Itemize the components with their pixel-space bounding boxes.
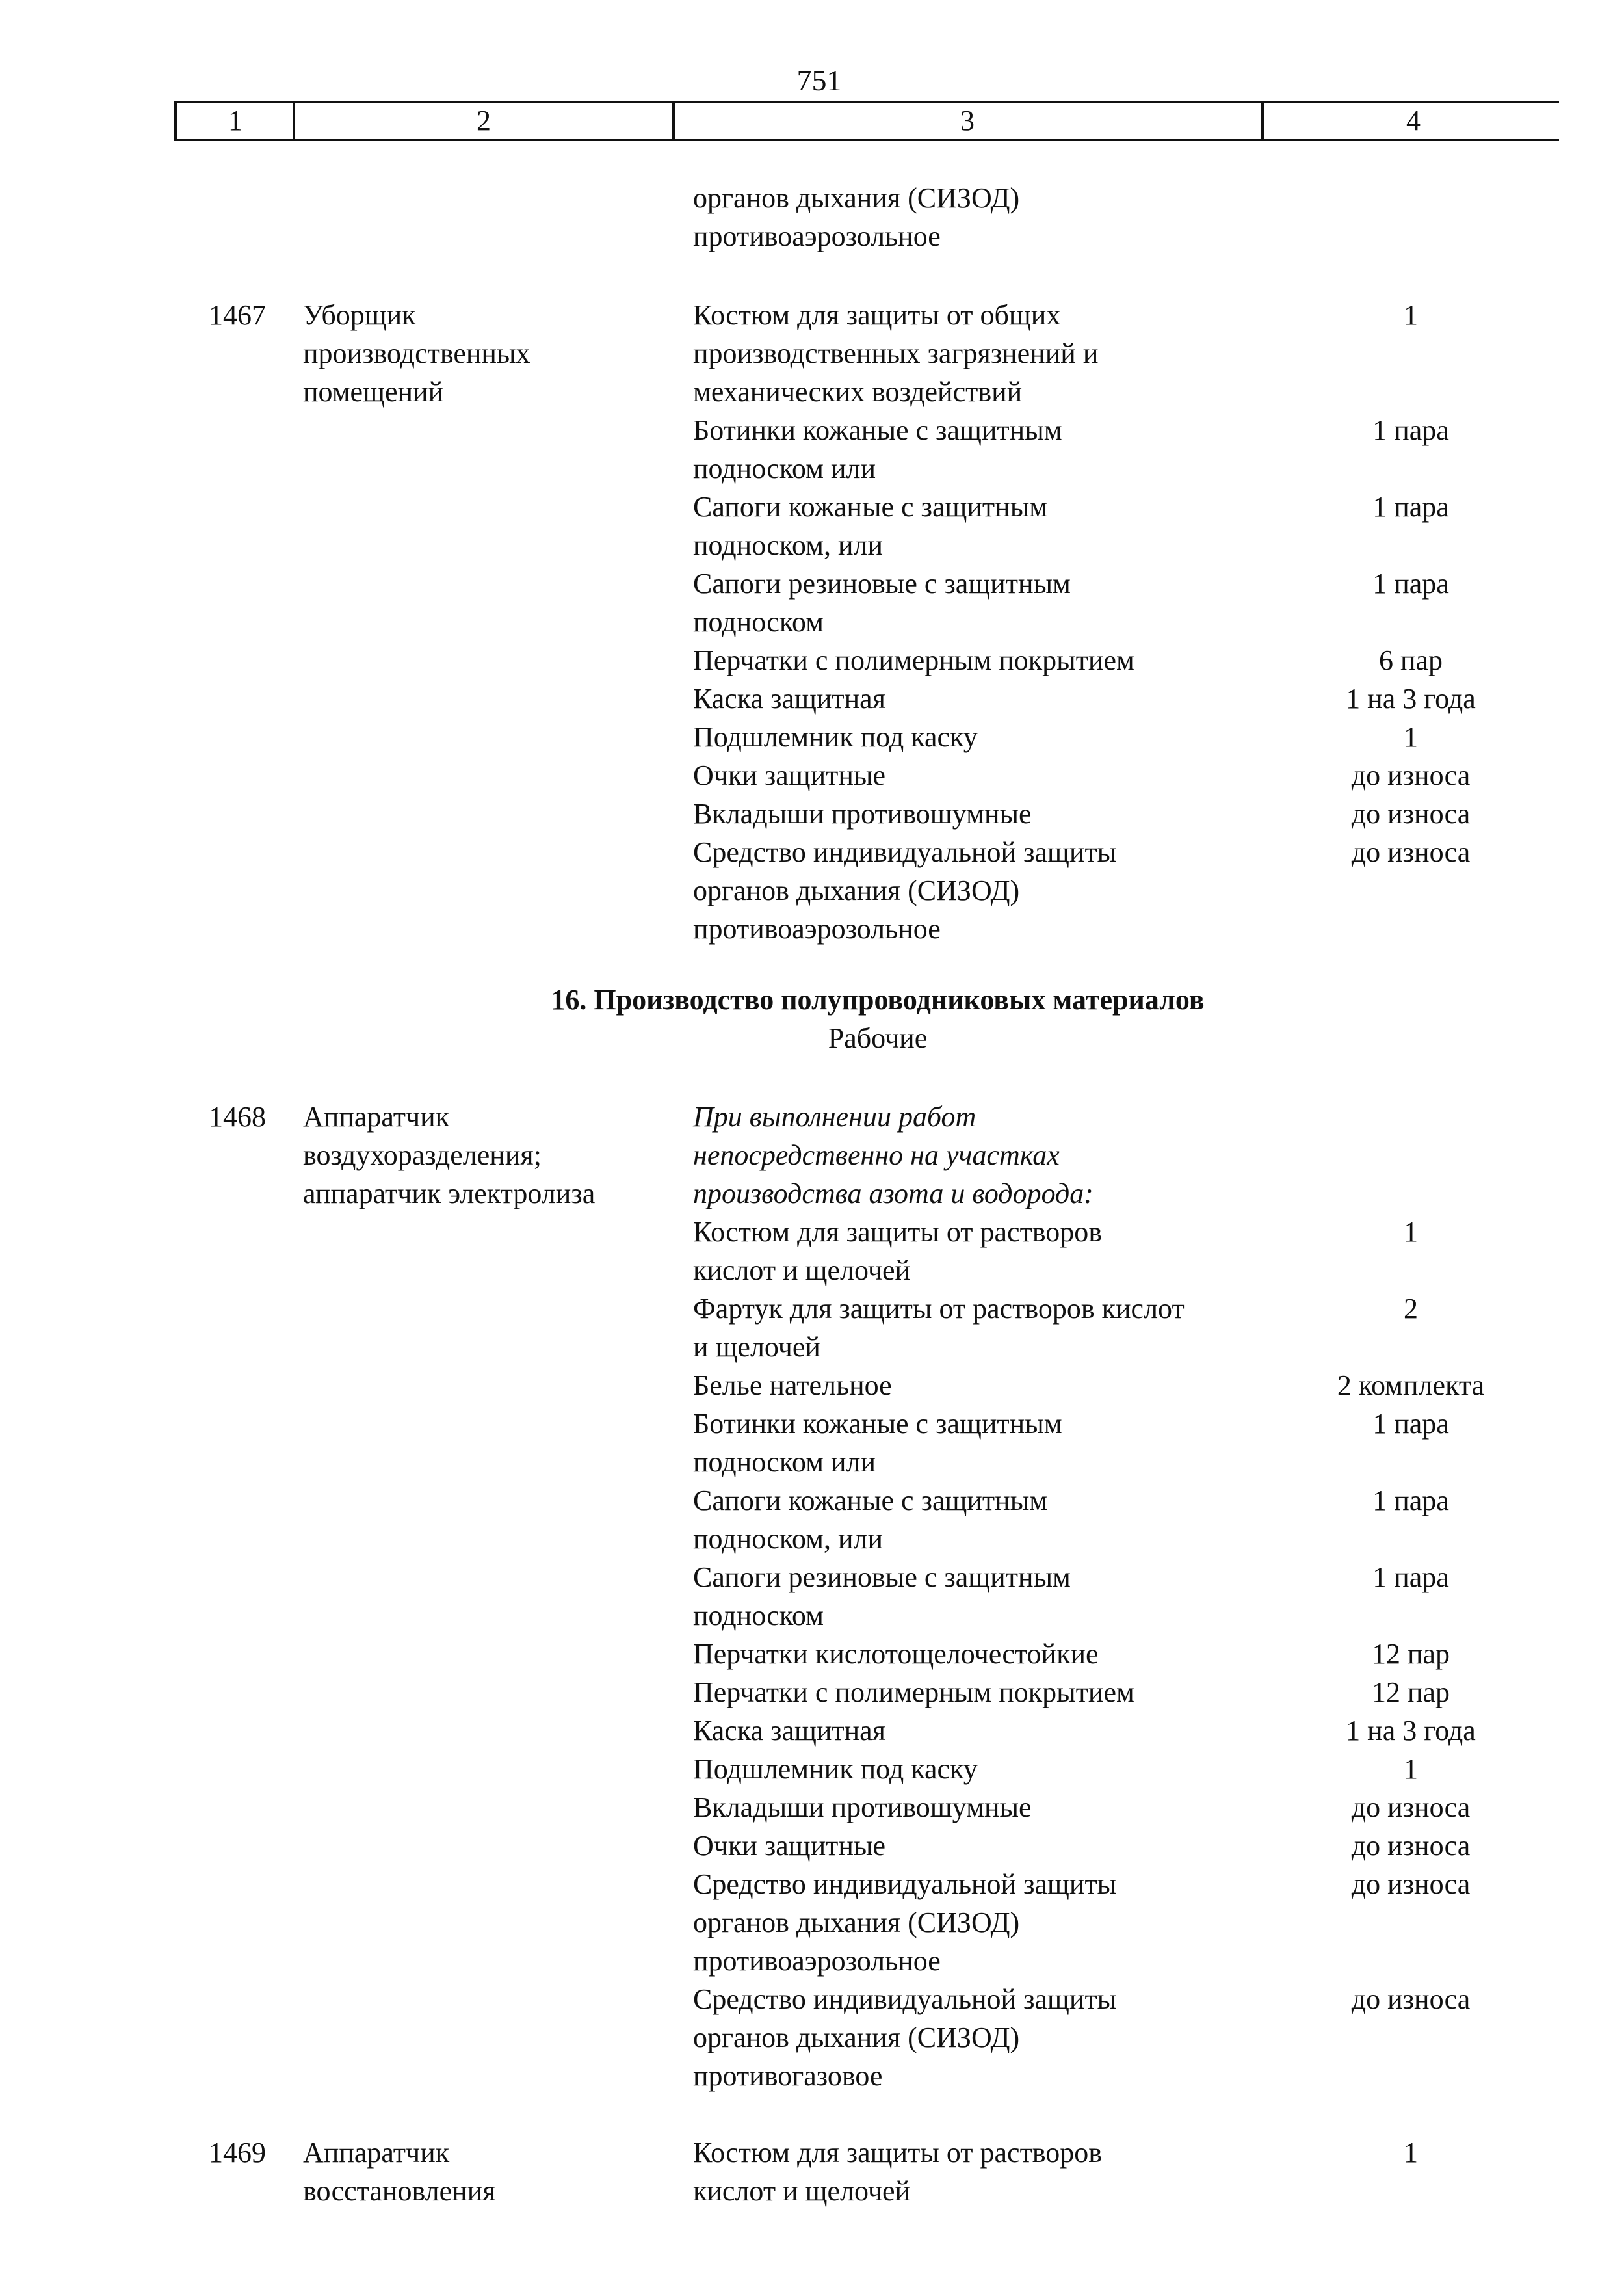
item-quantity: 1 пара	[1372, 491, 1449, 523]
item-description: Средство индивидуальной защиты	[693, 1983, 1117, 2015]
item-description: Перчатки с полимерным покрытием	[693, 644, 1134, 676]
item-description: Сапоги кожаные с защитным	[693, 1484, 1048, 1516]
item-description: производственных загрязнений и	[693, 337, 1099, 369]
continuation-line: противоаэрозольное	[693, 220, 941, 252]
item-description: Средство индивидуальной защиты	[693, 1868, 1117, 1900]
item-quantity: до износа	[1351, 1868, 1471, 1900]
position-line: воздухоразделения;	[303, 1139, 542, 1171]
item-description: Сапоги резиновые с защитным	[693, 1561, 1071, 1593]
column-header-3: 3	[960, 105, 975, 137]
item-description: подноском или	[693, 453, 876, 484]
item-description: Каска защитная	[693, 1715, 885, 1747]
position-line: Уборщик	[303, 299, 416, 331]
condition-note: непосредственно на участках	[693, 1139, 1060, 1171]
item-quantity: 1 пара	[1372, 414, 1449, 446]
item-quantity: 2 комплекта	[1337, 1369, 1485, 1401]
item-quantity: 12 пар	[1371, 1676, 1450, 1708]
item-description: Вкладыши противошумные	[693, 1791, 1032, 1823]
item-description: Костюм для защиты от растворов	[693, 1216, 1103, 1248]
item-description: Перчатки кислотощелочестойкие	[693, 1638, 1099, 1670]
item-quantity: 12 пар	[1371, 1638, 1450, 1670]
section-title: 16. Производство полупроводниковых материалов	[551, 984, 1205, 1016]
column-header-1: 1	[228, 105, 242, 137]
continuation-line: органов дыхания (СИЗОД)	[693, 182, 1020, 214]
column-header-4: 4	[1406, 105, 1421, 137]
item-description: противоаэрозольное	[693, 913, 941, 945]
item-description: Костюм для защиты от общих	[693, 299, 1061, 331]
item-quantity: 1 на 3 года	[1346, 683, 1476, 715]
item-description: Сапоги кожаные с защитным	[693, 491, 1048, 523]
item-description: Подшлемник под каску	[693, 721, 978, 753]
item-description: подноском	[693, 606, 824, 638]
item-description: Белье нательное	[693, 1369, 892, 1401]
column-header-2: 2	[477, 105, 491, 137]
position-line: производственных	[303, 337, 530, 369]
item-description: противогазовое	[693, 2060, 883, 2092]
item-quantity: 1	[1404, 1216, 1418, 1248]
item-quantity: до износа	[1351, 836, 1471, 868]
condition-note: При выполнении работ	[693, 1101, 976, 1133]
item-description: подноском, или	[693, 1523, 884, 1555]
item-description: Средство индивидуальной защиты	[693, 836, 1117, 868]
item-description: подноском	[693, 1600, 824, 1631]
item-description: Очки защитные	[693, 759, 886, 791]
condition-note: производства азота и водорода:	[693, 1178, 1094, 1209]
item-quantity: 1 на 3 года	[1346, 1715, 1476, 1747]
item-description: Подшлемник под каску	[693, 1753, 978, 1785]
item-quantity: до износа	[1351, 798, 1471, 830]
item-quantity: до износа	[1351, 1791, 1471, 1823]
item-description: Ботинки кожаные с защитным	[693, 1408, 1062, 1440]
position-line: помещений	[303, 376, 444, 408]
item-description: Сапоги резиновые с защитным	[693, 568, 1071, 600]
section-subtitle: Рабочие	[828, 1022, 928, 1054]
item-quantity: 1 пара	[1372, 1484, 1449, 1516]
item-description: подноском, или	[693, 529, 884, 561]
entry-number: 1468	[209, 1101, 266, 1133]
item-description: механических воздействий	[693, 376, 1023, 408]
item-description: органов дыхания (СИЗОД)	[693, 2022, 1020, 2053]
item-quantity: до износа	[1351, 1983, 1471, 2015]
position-line: аппаратчик электролиза	[303, 1178, 596, 1209]
item-description: Перчатки с полимерным покрытием	[693, 1676, 1134, 1708]
item-quantity: 2	[1404, 1293, 1418, 1325]
position-line: Аппаратчик	[303, 1101, 450, 1133]
item-quantity: 1	[1404, 1753, 1418, 1785]
item-quantity: 1 пара	[1372, 1561, 1449, 1593]
item-quantity: 1	[1404, 299, 1418, 331]
item-quantity: 1 пара	[1372, 568, 1449, 600]
item-quantity: 1	[1404, 2137, 1418, 2169]
item-quantity: 6 пар	[1378, 644, 1443, 676]
item-description: кислот и щелочей	[693, 2175, 911, 2207]
position-line: Аппаратчик	[303, 2137, 450, 2169]
item-quantity: до износа	[1351, 759, 1471, 791]
page-number: 751	[796, 64, 842, 97]
item-quantity: 1 пара	[1372, 1408, 1449, 1440]
item-description: Костюм для защиты от растворов	[693, 2137, 1103, 2169]
column-header-row	[174, 101, 1559, 141]
item-description: Ботинки кожаные с защитным	[693, 414, 1062, 446]
item-description: и щелочей	[693, 1331, 820, 1363]
item-description: Вкладыши противошумные	[693, 798, 1032, 830]
item-description: Фартук для защиты от растворов кислот	[693, 1293, 1185, 1325]
entry-number: 1469	[209, 2137, 266, 2169]
entry-number: 1467	[209, 299, 266, 331]
item-description: органов дыхания (СИЗОД)	[693, 1907, 1020, 1938]
item-description: противоаэрозольное	[693, 1945, 941, 1977]
item-description: Каска защитная	[693, 683, 885, 715]
item-description: Очки защитные	[693, 1830, 886, 1862]
item-description: подноском или	[693, 1446, 876, 1478]
position-line: восстановления	[303, 2175, 496, 2207]
item-quantity: до износа	[1351, 1830, 1471, 1862]
item-description: кислот и щелочей	[693, 1254, 911, 1286]
item-description: органов дыхания (СИЗОД)	[693, 875, 1020, 906]
item-quantity: 1	[1404, 721, 1418, 753]
